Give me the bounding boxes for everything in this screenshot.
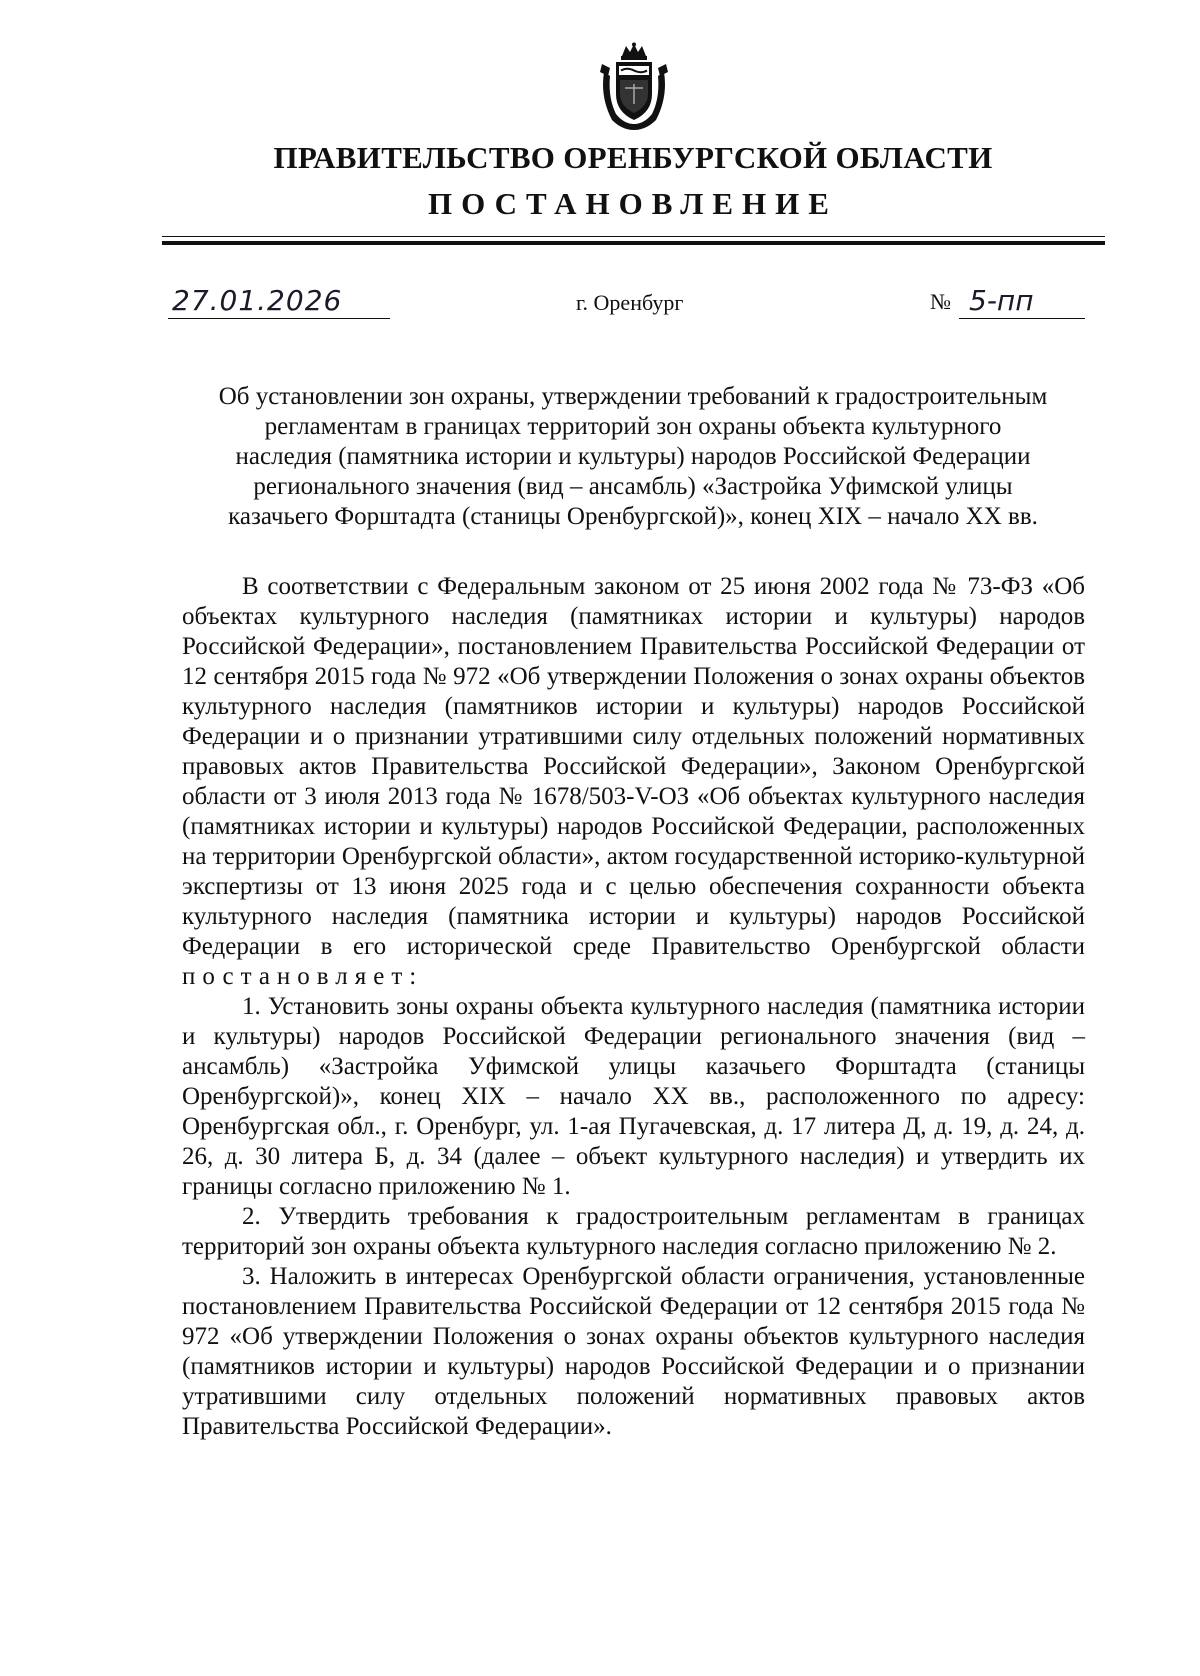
document-number: 5-пп xyxy=(959,284,1085,319)
document-title xyxy=(178,382,1088,532)
title-line: казачьего Форштадта (станицы Оренбургской)», конец XIX – начало XX вв. xyxy=(228,503,1038,530)
resolution-item-3: 3. Наложить в интересах Оренбургской области ограничения, установленные постановлением Правительства Российской Федерации от 12 сентября 2015 года № 972 «Об утверждении Положения о зонах охраны объектов культурного наследия (памятников истории и культуры) народов Российской Федерации и о признании утратившими силу отдельных положений нормативных правовых актов Правительства Российской Федерации». xyxy=(182,1263,1085,1440)
document-type: ПОСТАНОВЛЕНИЕ xyxy=(428,186,838,221)
document-city: г. Оренбург xyxy=(576,290,684,315)
document-number-block xyxy=(930,284,1085,319)
title-line: регионального значения (вид – ансамбль) «Застройка Уфимской улицы xyxy=(253,473,1013,500)
government-name: ПРАВИТЕЛЬСТВО ОРЕНБУРГСКОЙ ОБЛАСТИ xyxy=(273,140,993,175)
document-date: 27.01.2026 xyxy=(168,284,390,319)
resolution-item-1: 1. Установить зоны охраны объекта культурного наследия (памятника истории и культуры) народов Российской Федерации регионального значения (вид – ансамбль) «Застройка Уфимской улицы казачьего Форштадта (станицы Оренбургской)», конец XIX – начало XX вв., расположенного по адресу: Оренбургская обл., г. Оренбург, ул. 1-ая Пугачевская, д. 17 литера Д, д. 19, д. 24, д. 26, д. 30 литера Б, д. 34 (далее – объект культурного наследия) и утвердить их границы согласно приложению № 1. xyxy=(182,993,1085,1200)
header-divider-thin xyxy=(162,236,1105,237)
header-divider-thick xyxy=(162,241,1105,245)
title-line: Об установлении зон охраны, утверждении требований к градостроительным xyxy=(218,383,1048,410)
title-line: наследия (памятника истории и культуры) народов Российской Федерации xyxy=(235,443,1031,470)
coat-of-arms-icon xyxy=(596,42,672,132)
resolution-verb: постановляет: xyxy=(182,963,424,990)
resolution-item-2: 2. Утвердить требования к градостроительным регламентам в границах территорий зон охраны объекта культурного наследия согласно приложению № 2. xyxy=(182,1203,1085,1260)
preamble-paragraph xyxy=(182,572,1085,992)
number-sign: № xyxy=(930,289,951,314)
document-body xyxy=(182,572,1085,1442)
title-line: регламентам в границах территорий зон охраны объекта культурного xyxy=(264,413,1002,440)
preamble-text: В соответствии с Федеральным законом от 25 июня 2002 года № 73-ФЗ «Об объектах культурного наследия (памятниках истории и культуры) народов Российской Федерации», постановлением Правительства Российской Федерации от 12 сентября 2015 года № 972 «Об утверждении Положения о зонах охраны объектов культурного наследия (памятников истории и культуры) народов Российской Федерации и о признании утратившими силу отдельных положений нормативных правовых актов Правительства Российской Федерации», Законом Оренбургской области от 3 июля 2013 года № 1678/503-V-ОЗ «Об объектах культурного наследия (памятниках истории и культуры) народов Российской Федерации, расположенных на территории Оренбургской области», актом государственной историко-культурной экспертизы от 13 июня 2025 года и с целью обеспечения сохранности объекта культурного наследия (памятника истории и культуры) народов Российской Федерации в его исторической среде Правительство Оренбургской области xyxy=(182,573,1085,960)
